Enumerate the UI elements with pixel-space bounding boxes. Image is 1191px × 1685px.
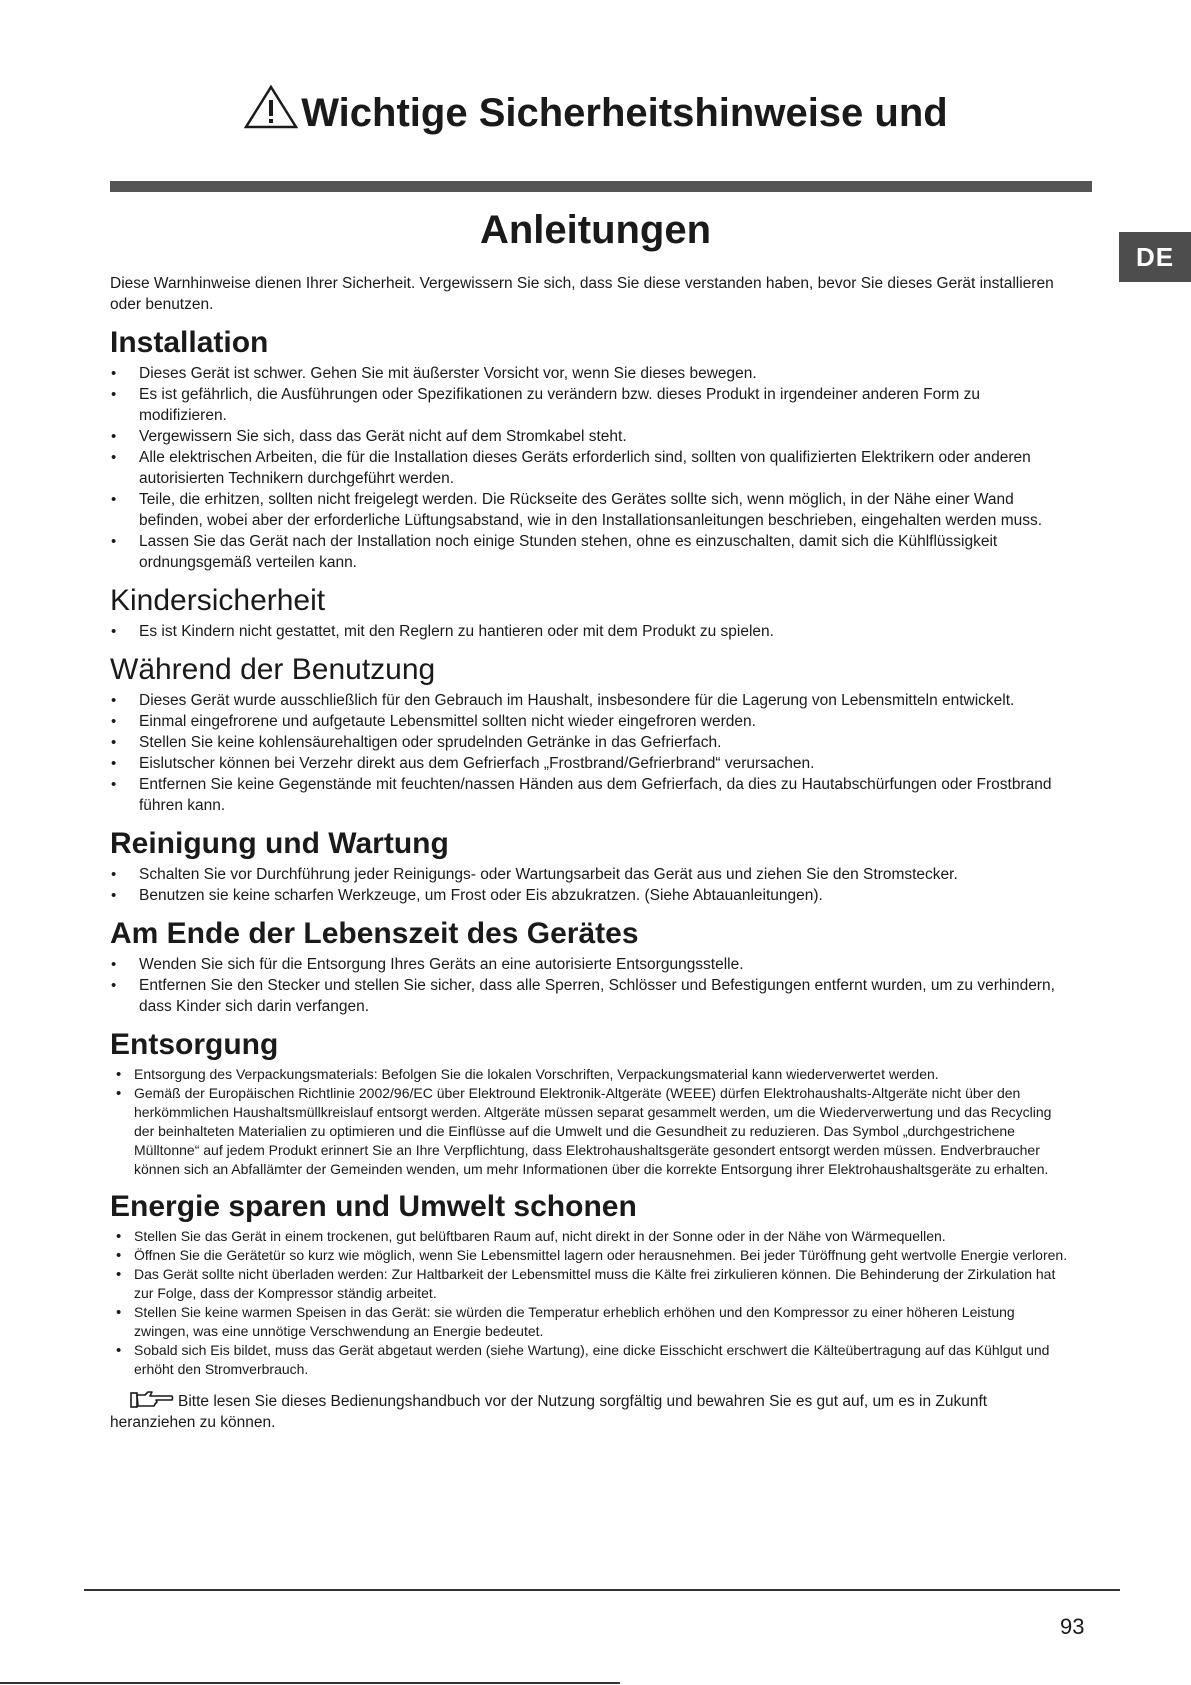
list-item: • Stellen Sie keine kohlensäurehaltigen oder sprudelnden Getränke in das Gefrierfach. [110, 732, 1070, 753]
section-heading: Während der Benutzung [110, 653, 436, 686]
list-item: • Gemäß der Europäischen Richtlinie 2002/96/EC über Elektround Elektronik-Altgeräte (WEEE) dürfen Elektrohaushalts-Altgeräte nicht über den herkömmlichen Haushaltsmüllkreislauf entsorgt werden. Altgeräte müssen separat gesammelt werden, um die Wiederverwertung und das Recycling der beinhalteten Materialien zu optimieren und die Einflüsse auf die Umwelt und die Gesundheit zu reduzieren. Das Symbol „durchgestrichene Mülltonne“ auf jedem Produkt erinnert Sie an Ihre Verpflichtung, dass Elektrohaushaltsgeräte gesondert entsorgt werden müssen. Endverbraucher können sich an Abfallämter der Gemeinden wenden, um mehr Informationen über die korrekte Entsorgung ihrer Elektrohaushaltsgeräte zu erhalten. [110, 1084, 1070, 1179]
list-item: • Entfernen Sie keine Gegenstände mit feuchten/nassen Händen aus dem Gefrierfach, da dies zu Hautabschürfungen oder Frostbrand führen kann. [110, 774, 1070, 816]
section-heading: Entsorgung [110, 1028, 279, 1061]
page-number: 93 [1060, 1614, 1085, 1639]
section-heading: Am Ende der Lebenszeit des Gerätes [110, 917, 639, 950]
warning-triangle-icon [243, 84, 299, 130]
bullet-list [110, 363, 1070, 573]
list-item: • Wenden Sie sich für die Entsorgung Ihres Geräts an eine autorisierte Entsorgungsstelle. [110, 954, 1070, 975]
bullet-list [110, 864, 1070, 906]
section-heading: Installation [110, 326, 269, 359]
title-line-2: Anleitungen [479, 208, 712, 252]
title-line-1 [0, 84, 1191, 133]
language-tab: DE [1119, 232, 1191, 282]
list-item: • Entfernen Sie den Stecker und stellen Sie sicher, dass alle Sperren, Schlösser und Befestigungen entfernt wurden, um zu verhindern, dass Kinder sich darin verfangen. [110, 975, 1070, 1017]
list-item: • Stellen Sie das Gerät in einem trockenen, gut belüftbaren Raum auf, nicht direkt in der Sonne oder in der Nähe von Wärmequellen. [110, 1227, 1070, 1246]
list-item: • Teile, die erhitzen, sollten nicht freigelegt werden. Die Rückseite des Gerätes sollte sich, wenn möglich, in der Nähe einer Wand befinden, wobei aber der erforderliche Lüftungsabstand, wie in den Installationsanleitungen beschrieben, eingehalten werden muss. [110, 489, 1070, 531]
section-installation [110, 325, 1070, 573]
list-item: • Entsorgung des Verpackungsmaterials: Befolgen Sie die lokalen Vorschriften, Verpackungsmaterial kann wiederverwertet werden. [110, 1065, 1070, 1084]
bullet-list [110, 1065, 1070, 1179]
section-heading: Kindersicherheit [110, 584, 326, 617]
section-lebenszeit [110, 916, 1070, 1017]
bullet-list [110, 1227, 1070, 1379]
list-item: • Vergewissern Sie sich, dass das Gerät nicht auf dem Stromkabel steht. [110, 426, 1070, 447]
section-heading: Energie sparen und Umwelt schonen [110, 1190, 637, 1223]
intro-text: Diese Warnhinweise dienen Ihrer Sicherheit. Vergewissern Sie sich, dass Sie diese verstanden haben, bevor Sie dieses Gerät installieren oder benutzen. [110, 275, 1054, 313]
title-divider [110, 181, 1092, 192]
list-item: • Eislutscher können bei Verzehr direkt aus dem Gefrierfach „Frostbrand/Gefrierbrand“ verursachen. [110, 753, 1070, 774]
section-energie [110, 1189, 1070, 1379]
list-item: • Lassen Sie das Gerät nach der Installation noch einige Stunden stehen, ohne es einzuschalten, damit sich die Kühlflüssigkeit ordnungsgemäß verteilen kann. [110, 531, 1070, 573]
list-item: • Benutzen sie keine scharfen Werkzeuge, um Frost oder Eis abzukratzen. (Siehe Abtauanleitungen). [110, 885, 1070, 906]
list-item: • Öffnen Sie die Gerätetür so kurz wie möglich, wenn Sie Lebensmittel lagern oder herausnehmen. Bei jeder Türöffnung geht wertvolle Energie verloren. [110, 1246, 1070, 1265]
section-kindersicherheit [110, 583, 1070, 642]
list-item: • Dieses Gerät wurde ausschließlich für den Gebrauch im Haushalt, insbesondere für die Lagerung von Lebensmitteln entwickelt. [110, 690, 1070, 711]
reading-note [110, 1391, 1070, 1433]
pointing-hand-icon [130, 1391, 174, 1409]
list-item: • Es ist gefährlich, die Ausführungen oder Spezifikationen zu verändern bzw. dieses Produkt in irgendeiner anderen Form zu modifizieren. [110, 384, 1070, 426]
list-item: • Es ist Kindern nicht gestattet, mit den Reglern zu hantieren oder mit dem Produkt zu spielen. [110, 621, 1070, 642]
reading-note-text: Bitte lesen Sie dieses Bedienungshandbuch vor der Nutzung sorgfältig und bewahren Sie es gut auf, um es in Zukunft heranziehen zu können. [110, 1393, 988, 1431]
bottom-edge-rule [0, 1682, 620, 1684]
bullet-list [110, 690, 1070, 816]
list-item: • Einmal eingefrorene und aufgetaute Lebensmittel sollten nicht wieder eingefroren werden. [110, 711, 1070, 732]
list-item: • Stellen Sie keine warmen Speisen in das Gerät: sie würden die Temperatur erheblich erhöhen und den Kompressor zu einer höheren Leistung zwingen, was eine unnötige Verschwendung an Energie bedeutet. [110, 1303, 1070, 1341]
list-item: • Sobald sich Eis bildet, muss das Gerät abgetaut werden (siehe Wartung), eine dicke Eisschicht erschwert die Kälteübertragung auf das Kühlgut und erhöht den Stromverbrauch. [110, 1341, 1070, 1379]
main-content [110, 273, 1070, 1433]
footer-divider [84, 1589, 1120, 1591]
list-item: • Alle elektrischen Arbeiten, die für die Installation dieses Geräts erforderlich sind, sollten von qualifizierten Elektrikern oder anderen autorisierten Technikern durchgeführt werden. [110, 447, 1070, 489]
section-reinigung [110, 826, 1070, 906]
section-heading: Reinigung und Wartung [110, 827, 449, 860]
list-item: • Das Gerät sollte nicht überladen werden: Zur Haltbarkeit der Lebensmittel muss die Kälte frei zirkulieren können. Die Behinderung der Zirkulation hat zur Folge, dass der Kompressor ständig arbeitet. [110, 1265, 1070, 1303]
bullet-list [110, 954, 1070, 1017]
section-benutzung [110, 652, 1070, 816]
section-entsorgung [110, 1027, 1070, 1179]
bullet-list [110, 621, 1070, 642]
title-line-1-text: Wichtige Sicherheitshinweise und [301, 91, 948, 135]
list-item: • Schalten Sie vor Durchführung jeder Reinigungs- oder Wartungsarbeit das Gerät aus und ziehen Sie den Stromstecker. [110, 864, 1070, 885]
list-item: • Dieses Gerät ist schwer. Gehen Sie mit äußerster Vorsicht vor, wenn Sie dieses bewegen. [110, 363, 1070, 384]
